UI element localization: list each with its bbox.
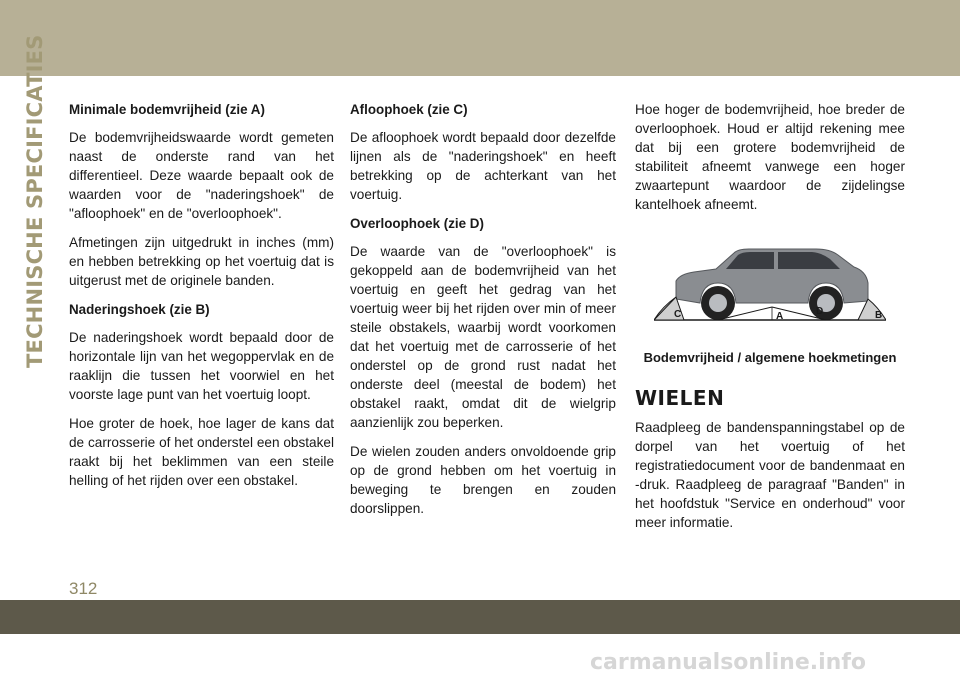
label-d: D bbox=[816, 306, 824, 317]
heading-departure-angle: Afloophoek (zie C) bbox=[350, 102, 468, 117]
header-band bbox=[0, 0, 960, 76]
text-column-2 bbox=[350, 100, 616, 528]
heading-approach-angle: Naderingshoek (zie B) bbox=[69, 302, 210, 317]
figure-caption: Bodemvrijheid / algemene hoekmetingen bbox=[643, 350, 897, 365]
paragraph: De naderingshoek wordt bepaald door de horizontale lijn van het wegoppervlak en de raaklijn die tussen het voorwiel en het voorste lage punt van het voertuig loopt. bbox=[69, 330, 334, 402]
paragraph: De afloophoek wordt bepaald door dezelfde lijnen als de "naderingshoek" en heeft betrekking op de achterkant van het voertuig. bbox=[350, 130, 616, 202]
label-b: B bbox=[875, 310, 883, 321]
footer-band bbox=[0, 600, 960, 634]
label-c: C bbox=[674, 309, 682, 320]
page-number: 312 bbox=[69, 579, 98, 598]
label-a: A bbox=[776, 311, 784, 322]
paragraph: Raadpleeg de bandenspanningstabel op de dorpel van het voertuig of het registratiedocument voor de bandenmaat en -druk. Raadpleeg de paragraaf "Banden" in het hoofdstuk "Service en onderhoud" voor meer informatie. bbox=[635, 420, 905, 530]
heading-ground-clearance: Minimale bodemvrijheid (zie A) bbox=[69, 102, 265, 117]
watermark: carmanualsonline.info bbox=[590, 650, 866, 675]
paragraph: Hoe groter de hoek, hoe lager de kans dat de carrosserie of het onderstel een obstakel raakt bij het beklimmen van een steile helling of het rijden over een obstakel. bbox=[69, 416, 334, 488]
paragraph: De waarde van de "overloophoek" is gekoppeld aan de bodemvrijheid van het voertuig en geeft het gedrag van het voertuig weer bij het rijden over min of meer steile obstakels, waarbij wordt voorkomen dat het voertuig met de carrosserie of het onderstel op de grond rust nadat het onderste deel (meestal de bodem) het obstakel raakt, omdat dit de wielgrip aanzienlijk zou beperken. bbox=[350, 244, 616, 430]
paragraph: Afmetingen zijn uitgedrukt in inches (mm) en hebben betrekking op het voertuig dat is uitgerust met de originele banden. bbox=[69, 235, 334, 288]
paragraph: De wielen zouden anders onvoldoende grip op de grond hebben om het voertuig in beweging te brengen en zouden doorslippen. bbox=[350, 444, 616, 516]
section-title-wheels: WIELEN bbox=[635, 386, 725, 410]
vehicle-angles-illustration bbox=[654, 241, 886, 329]
text-column-1 bbox=[69, 100, 334, 500]
heading-breakover-angle: Overloophoek (zie D) bbox=[350, 216, 484, 231]
chapter-title: TECHNISCHE SPECIFICATIES bbox=[23, 34, 47, 368]
paragraph: De bodemvrijheidswaarde wordt gemeten naast de onderste rand van het differentieel. Deze waarde bepaalt ook de waarden voor de "naderingshoek" de "afloophoek" en de "overloophoek". bbox=[69, 130, 334, 221]
paragraph: Hoe hoger de bodemvrijheid, hoe breder de overloophoek. Houd er altijd rekening mee dat bij een grotere bodemvrijheid de stabiliteit afneemt vanwege een hoger zwaartepunt waardoor de zijdelingse kantelhoek afneemt. bbox=[635, 102, 905, 212]
text-column-3 bbox=[635, 100, 905, 542]
